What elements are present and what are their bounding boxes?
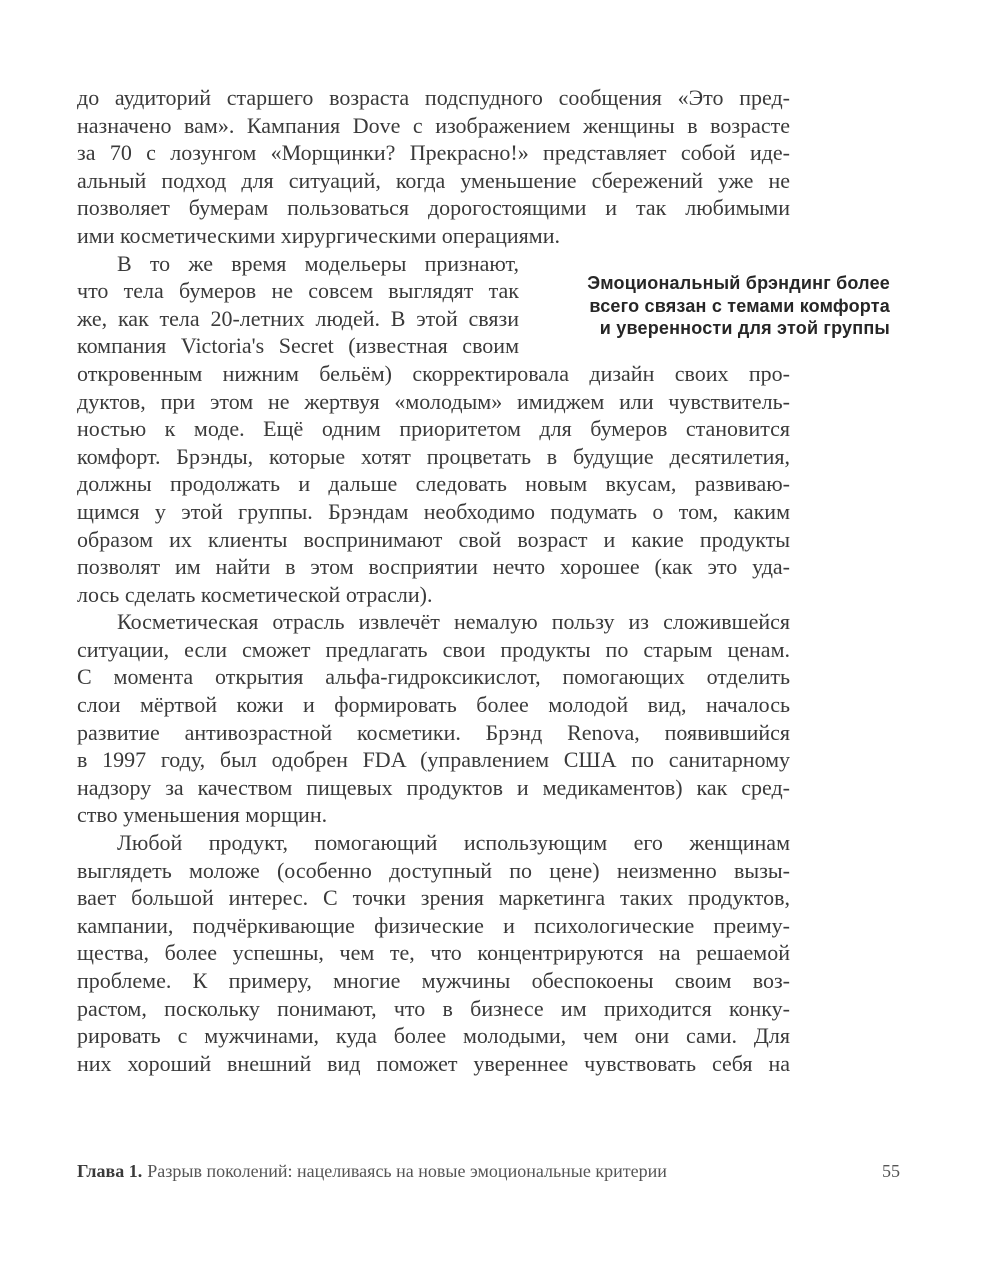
text-line: образом их клиенты воспринимают свой возраст и какие продукты [77,526,790,552]
text-line: комфорт. Брэнды, которые хотят процветать в будущие десятилетия, [77,443,790,469]
text-line: слои мёртвой кожи и формировать более молодой вид, началось [77,692,790,718]
text-line: Косметическая отрасль извлечёт немалую пользу из сложившейся [117,609,790,635]
text-line: выглядеть моложе (особенно доступный по цене) неизменно вызы- [77,857,790,883]
text-line: лось сделать косметической отрасли). [77,581,433,607]
text-line: что тела бумеров не совсем выглядят так [77,278,519,304]
text-line: В то же время модельеры признают, [117,250,519,276]
chapter-title: Разрыв поколений: нацеливаясь на новые эмоциональные критерии [147,1161,667,1181]
text-line: назначено вам». Кампания Dove с изображением женщины в возрасте [77,112,790,138]
text-line: позволяет бумерам пользоваться дорогостоящими и так любимыми [77,195,790,221]
body-text [77,84,790,1077]
text-line: ими косметическими хирургическими операциями. [77,222,560,248]
text-line: щества, более успешны, чем те, что концентрируются на решаемой [77,940,790,966]
text-line: надзору за качеством пищевых продуктов и медикаментов) как сред- [77,774,790,800]
text-line: кампании, подчёркивающие физические и психологические преиму- [77,912,790,938]
text-line: щимся у этой группы. Брэндам необходимо подумать о том, каким [77,498,790,524]
text-line: С момента открытия альфа-гидроксикислот, помогающих отделить [77,664,790,690]
pull-quote-line: и уверенности для этой группы [599,318,890,338]
text-line: растом, поскольку понимают, что в бизнесе им приходится конку- [77,995,790,1021]
text-line: же, как тела 20-летних людей. В этой связи [77,305,519,331]
text-line: за 70 с лозунгом «Морщинки? Прекрасно!» представляет собой иде- [77,140,790,166]
text-line: развитие антивозрастной косметики. Брэнд Renova, появившийся [77,719,790,745]
text-line: проблеме. К примеру, многие мужчины обеспокоены своим воз- [77,968,790,993]
text-line: дуктов, при этом не жертвуя «молодым» имиджем или чувствитель- [77,388,790,414]
pull-quote-line: Эмоциональный брэндинг более [587,273,890,293]
text-line: ство уменьшения морщин. [77,802,328,828]
text-line: ситуации, если сможет предлагать свои продукты по старым ценам. [77,636,790,662]
pull-quote [510,272,890,340]
text-line: Любой продукт, помогающий использующим его женщинам [117,830,790,856]
text-line: откровенным нижним бельём) скорректировала дизайн своих про- [77,360,790,386]
chapter-label: Глава 1. [77,1161,143,1181]
page-number: 55 [882,1161,900,1181]
paragraph [77,608,790,829]
text-line: вает большой интерес. С точки зрения маркетинга таких продуктов, [77,885,790,911]
text-line: рировать с мужчинами, куда более молодыми, чем они сами. Для [77,1023,790,1049]
text-line: в 1997 году, был одобрен FDA (управлением США по санитарному [77,747,790,773]
text-line: альный подход для ситуаций, когда уменьшение сбережений уже не [77,167,790,193]
text-line: компания Victoria's Secret (известная своим [77,333,519,359]
paragraph [77,84,790,250]
text-line: должны продолжать и дальше следовать новым вкусам, развиваю- [77,471,790,497]
text-line: них хороший внешний вид поможет увереннее чувствовать себя на [77,1050,790,1076]
text-line: до аудиторий старшего возраста подспудного сообщения «Это пред- [77,85,790,110]
paragraph [77,829,790,1077]
running-footer [77,1160,900,1182]
text-line: ностью к моде. Ещё одним приоритетом для бумеров становится [77,416,790,442]
text-line: позволят им найти в этом восприятии нечто хорошее (как это уда- [77,554,790,580]
pull-quote-line: всего связан с темами комфорта [589,295,890,316]
